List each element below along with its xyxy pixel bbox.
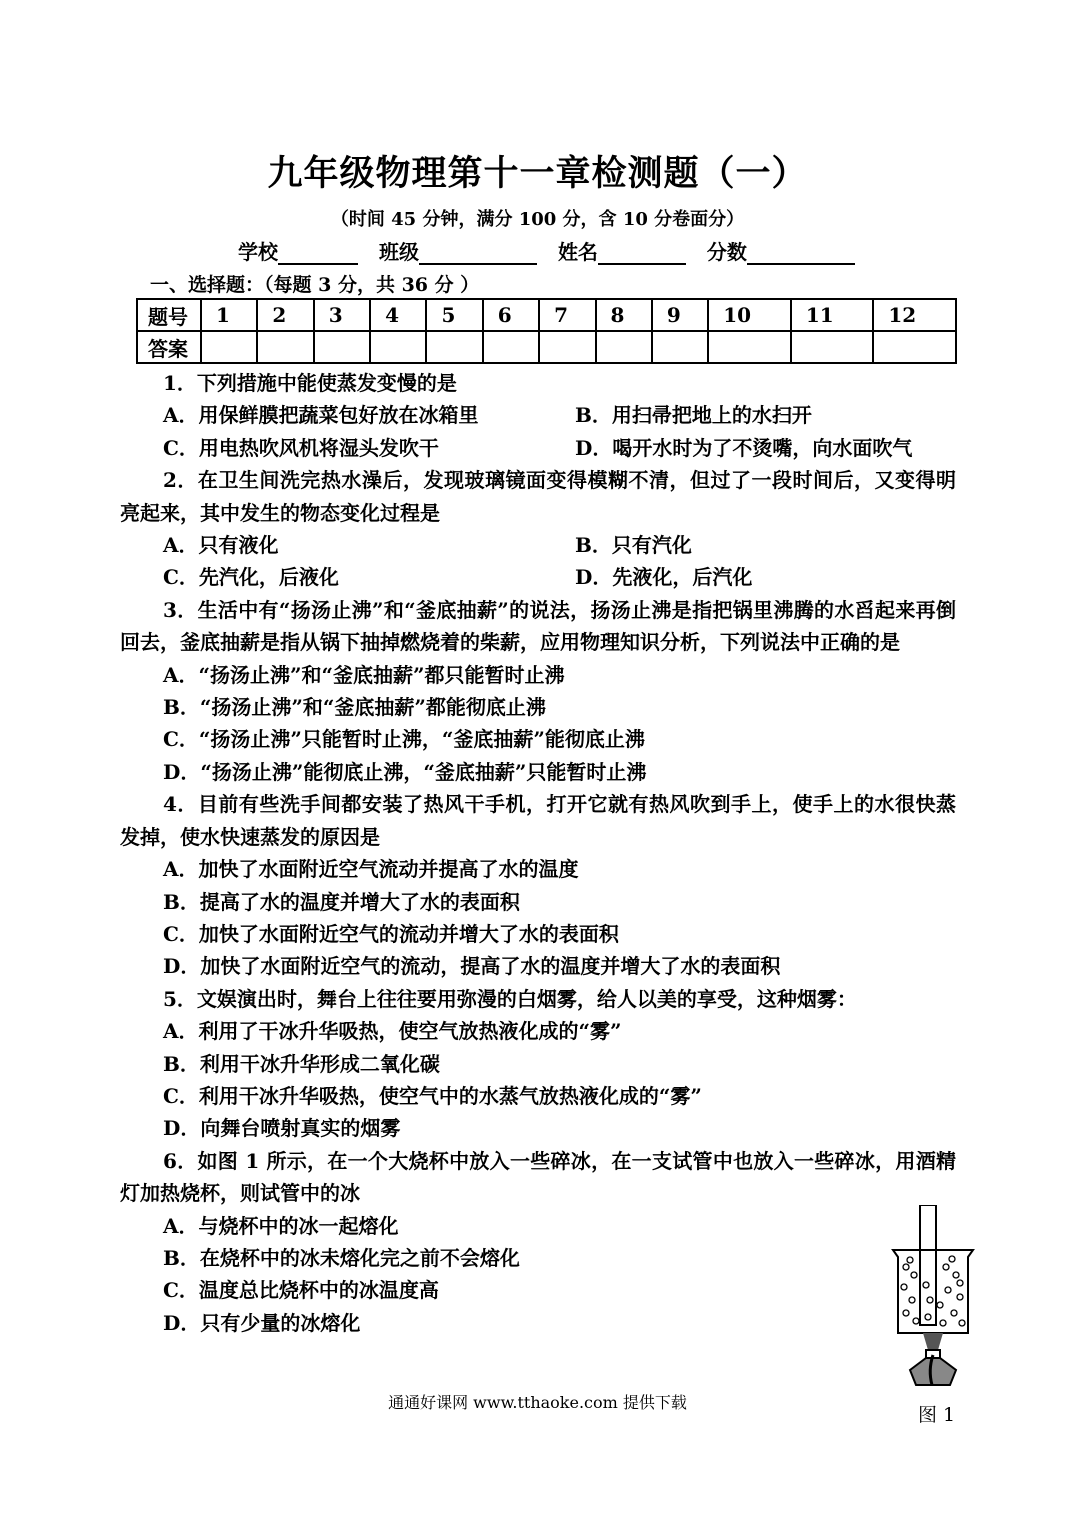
questions (120, 367, 956, 1339)
score-field[interactable] (747, 243, 855, 265)
option: D．向舞台喷射真实的烟雾 (163, 1116, 401, 1141)
option: D．加快了水面附近空气的流动，提高了水的温度并增大了水的表面积 (163, 954, 781, 979)
question-number-cell: 1 (201, 299, 257, 331)
option: B．利用干冰升华形成二氧化碳 (163, 1051, 440, 1076)
question-stem: 2．在卫生间洗完热水澡后，发现玻璃镜面变得模糊不清，但过了一段时间后，又变得明亮起来，其中发生的物态变化过程是 (120, 468, 956, 525)
answer-cell[interactable] (314, 331, 370, 363)
student-info-line (238, 236, 869, 265)
question-number-cell: 5 (426, 299, 482, 331)
option-row (120, 432, 956, 464)
option: B．在烧杯中的冰未熔化完之前不会熔化 (163, 1245, 520, 1270)
option: C．温度总比烧杯中的冰温度高 (163, 1278, 439, 1303)
question-number-cell: 6 (483, 299, 539, 331)
score-label: 分数 (706, 240, 747, 264)
school-field[interactable] (278, 243, 358, 265)
option: B．只有汽化 (575, 533, 692, 558)
question-number-cell: 7 (539, 299, 595, 331)
option: B．“扬汤止沸”和“釜底抽薪”都能彻底止沸 (163, 695, 546, 720)
question-number-cell: 12 (873, 299, 956, 331)
question-stem: 1．下列措施中能使蒸发变慢的是 (163, 371, 457, 395)
option-row (120, 529, 956, 561)
name-label: 姓名 (557, 240, 598, 264)
question-stem: 4．目前有些洗手间都安装了热风干手机，打开它就有热风吹到手上，使手上的水很快蒸发掉，使水快速蒸发的原因是 (120, 792, 956, 849)
answer-cell[interactable] (201, 331, 257, 363)
option: A．只有液化 (163, 533, 279, 558)
answer-cell[interactable] (370, 331, 426, 363)
option: C．加快了水面附近空气的流动并增大了水的表面积 (163, 921, 619, 946)
answer-cell[interactable] (791, 331, 874, 363)
answer-cell[interactable] (539, 331, 595, 363)
footer-source: 通通好课网 www.tthaoke.com 提供下载 (388, 1393, 687, 1412)
answer-cell[interactable] (708, 331, 791, 363)
option: D．“扬汤止沸”能彻底止沸，“釜底抽薪”只能暂时止沸 (163, 759, 647, 784)
option: D．先液化，后汽化 (575, 565, 753, 590)
question-6 (120, 1145, 956, 1339)
question-number-cell: 10 (708, 299, 791, 331)
option: A．加快了水面附近空气流动并提高了水的温度 (163, 857, 579, 882)
question-2 (120, 464, 956, 594)
option: A．利用了干冰升华吸热，使空气放热液化成的“雾” (163, 1019, 622, 1044)
answer-cell[interactable] (426, 331, 482, 363)
option-row (120, 561, 956, 593)
question-number-cell: 8 (596, 299, 652, 331)
answer-table (136, 298, 957, 364)
question-stem: 6．如图 1 所示，在一个大烧杯中放入一些碎冰，在一支试管中也放入一些碎冰，用酒精灯加热烧杯，则试管中的冰 (120, 1148, 956, 1206)
question-number-row (137, 299, 956, 331)
question-stem: 5．文娱演出时，舞台上往往要用弥漫的白烟雾，给人以美的享受，这种烟雾： (163, 986, 857, 1011)
option: A．与烧杯中的冰一起熔化 (163, 1213, 399, 1238)
figure-caption: 图 1 (918, 1404, 956, 1426)
school-label: 学校 (238, 240, 278, 264)
answer-cell[interactable] (873, 331, 956, 363)
option: C．先汽化，后液化 (163, 565, 339, 590)
row-label: 答案 (137, 331, 201, 363)
exam-subtitle: （时间 45 分钟，满分 100 分，含 10 分卷面分） (330, 209, 745, 230)
answer-cell[interactable] (652, 331, 708, 363)
question-1 (120, 367, 956, 464)
question-number-cell: 9 (652, 299, 708, 331)
row-label: 题号 (137, 299, 201, 331)
option: B．用扫帚把地上的水扫开 (575, 403, 812, 428)
question-5 (120, 983, 956, 1145)
class-field[interactable] (419, 243, 537, 265)
question-4 (120, 788, 956, 982)
question-number-cell: 11 (791, 299, 874, 331)
page-title: 九年级物理第十一章检测题（一） (267, 153, 808, 194)
option: D．喝开水时为了不烫嘴，向水面吹气 (575, 435, 913, 460)
section-heading: 一、选择题：（每题 3 分，共 36 分 ） (150, 274, 480, 296)
option: C．利用干冰升华吸热，使空气中的水蒸气放热液化成的“雾” (163, 1083, 702, 1108)
beaker-apparatus-figure (888, 1205, 978, 1390)
option: A．用保鲜膜把蔬菜包好放在冰箱里 (163, 403, 479, 428)
question-number-cell: 3 (314, 299, 370, 331)
option: A．“扬汤止沸”和“釜底抽薪”都只能暂时止沸 (163, 662, 565, 687)
answer-cell[interactable] (483, 331, 539, 363)
class-label: 班级 (378, 240, 419, 264)
question-number-cell: 4 (370, 299, 426, 331)
option: D．只有少量的冰熔化 (163, 1310, 361, 1335)
answer-row (137, 331, 956, 363)
name-field[interactable] (598, 243, 686, 265)
question-number-cell: 2 (257, 299, 313, 331)
option: C．“扬汤止沸”只能暂时止沸，“釜底抽薪”能彻底止沸 (163, 727, 645, 752)
question-stem: 3．生活中有“扬汤止沸”和“釜底抽薪”的说法，扬汤止沸是指把锅里沸腾的水舀起来再倒回去，釜底抽薪是指从锅下抽掉燃烧着的柴薪，应用物理知识分析，下列说法中正确的是 (120, 597, 956, 655)
option: C．用电热吹风机将湿头发吹干 (163, 435, 439, 460)
option: B．提高了水的温度并增大了水的表面积 (163, 889, 520, 914)
answer-cell[interactable] (257, 331, 313, 363)
option-row (120, 399, 956, 431)
question-3 (120, 594, 956, 788)
answer-cell[interactable] (596, 331, 652, 363)
